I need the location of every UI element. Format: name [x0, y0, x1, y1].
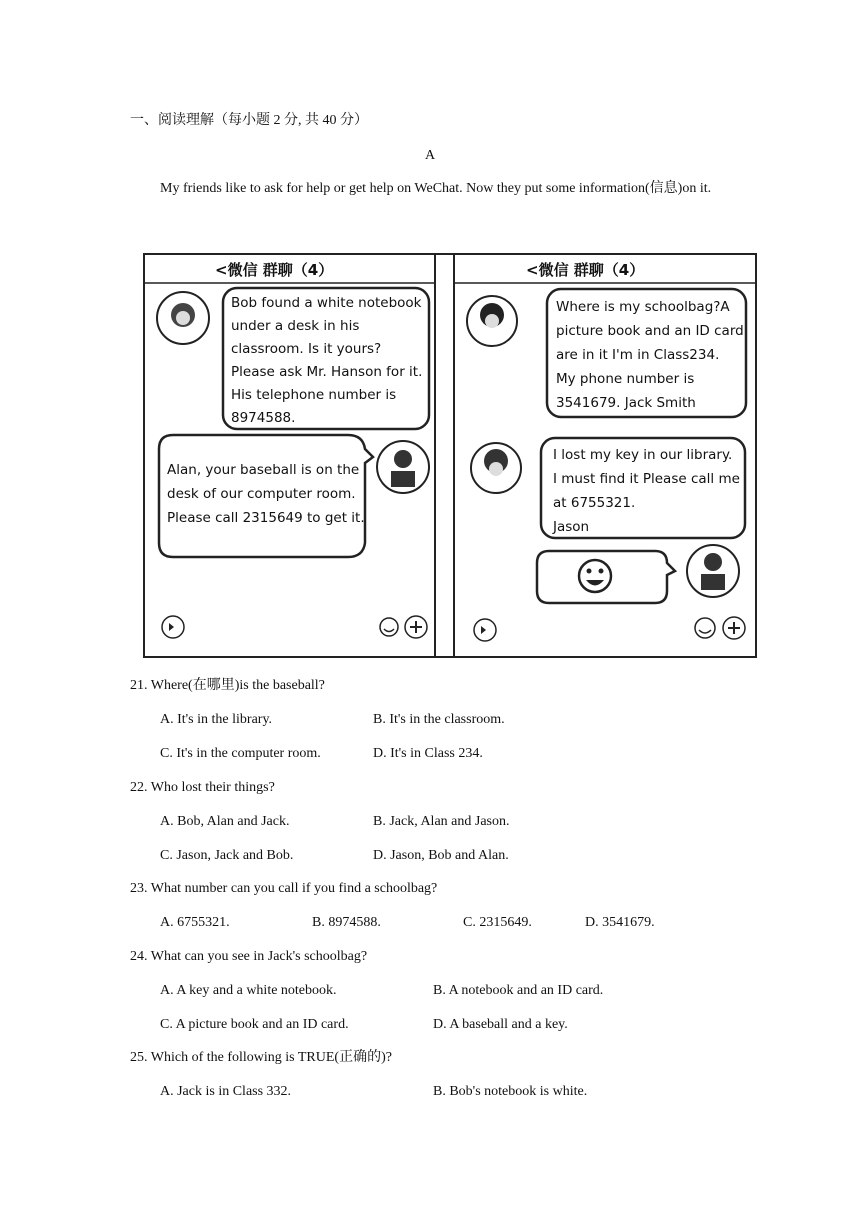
question-24-stem: 24. What can you see in Jack's schoolbag? — [130, 949, 368, 964]
question-24-option-a[interactable]: A. A key and a white notebook. — [160, 983, 337, 998]
question-25-option-a[interactable]: A. Jack is in Class 332. — [160, 1084, 292, 1099]
bubble-line: classroom. Is it yours? — [231, 341, 382, 357]
bubble-line: picture book and an ID card — [556, 323, 744, 339]
bubble-line: Bob found a white notebook — [231, 295, 422, 311]
question-22-option-d[interactable]: D. Jason, Bob and Alan. — [373, 848, 509, 863]
bubble-line: desk of our computer room. — [167, 486, 356, 502]
question-23-option-d[interactable]: D. 3541679. — [585, 915, 655, 930]
left-chat-header: <微信 群聊（4） — [215, 261, 334, 279]
wechat-screenshot-figure — [143, 253, 757, 658]
question-22-stem: 22. Who lost their things? — [130, 780, 275, 795]
question-21-option-c[interactable]: C. It's in the computer room. — [160, 746, 321, 761]
message-bubble-jason — [541, 438, 745, 538]
plus-icon[interactable] — [405, 616, 427, 638]
right-chat-header: <微信 群聊（4） — [526, 261, 645, 279]
avatar-sender — [377, 441, 429, 493]
bubble-line: Where is my schoolbag?A — [556, 299, 730, 315]
plus-icon-right[interactable] — [723, 617, 745, 639]
message-bubble-alan — [159, 435, 373, 557]
question-22-option-a[interactable]: A. Bob, Alan and Jack. — [160, 814, 290, 829]
message-bubble-bob — [223, 288, 429, 429]
question-22-option-c[interactable]: C. Jason, Jack and Bob. — [160, 848, 294, 863]
question-24-option-c[interactable]: C. A picture book and an ID card. — [160, 1017, 349, 1032]
bubble-line: 3541679. Jack Smith — [556, 395, 696, 411]
question-25-option-b[interactable]: B. Bob's notebook is white. — [433, 1084, 588, 1099]
emoji-icon-right[interactable] — [695, 618, 715, 638]
question-24-option-d[interactable]: D. A baseball and a key. — [433, 1017, 568, 1032]
bubble-line: I must find it Please call me — [553, 471, 740, 487]
smiley-icon — [579, 560, 611, 592]
avatar-bob — [157, 292, 209, 344]
question-23-option-b[interactable]: B. 8974588. — [312, 915, 381, 930]
message-bubble-smiley — [537, 551, 675, 603]
bubble-line: My phone number is — [556, 371, 695, 387]
question-22-option-b[interactable]: B. Jack, Alan and Jason. — [373, 814, 510, 829]
emoji-icon[interactable] — [380, 618, 398, 636]
question-23-option-a[interactable]: A. 6755321. — [160, 915, 230, 930]
message-bubble-jack — [547, 289, 748, 417]
voice-icon-right[interactable] — [474, 619, 496, 641]
question-23-option-c[interactable]: C. 2315649. — [463, 915, 532, 930]
question-25-stem: 25. Which of the following is TRUE(正确的)? — [130, 1050, 392, 1065]
question-21-option-b[interactable]: B. It's in the classroom. — [373, 712, 505, 727]
question-21-option-d[interactable]: D. It's in Class 234. — [373, 746, 483, 761]
passage-label: A — [425, 148, 436, 163]
bubble-line: are in it I'm in Class234. — [556, 347, 720, 363]
bubble-line: under a desk in his — [231, 318, 360, 334]
bubble-line: Jason — [553, 519, 590, 535]
intro-paragraph: My friends like to ask for help or get help on WeChat. Now they put some information(信息)on it. — [160, 181, 712, 196]
svg-text:Alan, your baseball is on the — [167, 462, 365, 526]
bubble-line: Alan, your baseball is on the — [167, 462, 360, 478]
bubble-line: Please call 2315649 to get it. — [167, 510, 365, 526]
voice-icon[interactable] — [162, 616, 184, 638]
avatar-sender-right — [687, 545, 739, 597]
bubble-line: Please ask Mr. Hanson for it. — [231, 364, 423, 380]
bubble-line: 8974588. — [231, 410, 296, 426]
avatar-jack — [467, 296, 517, 346]
question-21-option-a[interactable]: A. It's in the library. — [160, 712, 273, 727]
bubble-line: at 6755321. — [553, 495, 636, 511]
section-title: 一、阅读理解（每小题 2 分, 共 40 分） — [130, 113, 368, 128]
bubble-line: His telephone number is — [231, 387, 397, 403]
question-24-option-b[interactable]: B. A notebook and an ID card. — [433, 983, 604, 998]
avatar-jason — [471, 443, 521, 493]
question-21-stem: 21. Where(在哪里)is the baseball? — [130, 678, 325, 693]
question-23-stem: 23. What number can you call if you find a schoolbag? — [130, 881, 438, 896]
bubble-line: I lost my key in our library. — [553, 447, 733, 463]
